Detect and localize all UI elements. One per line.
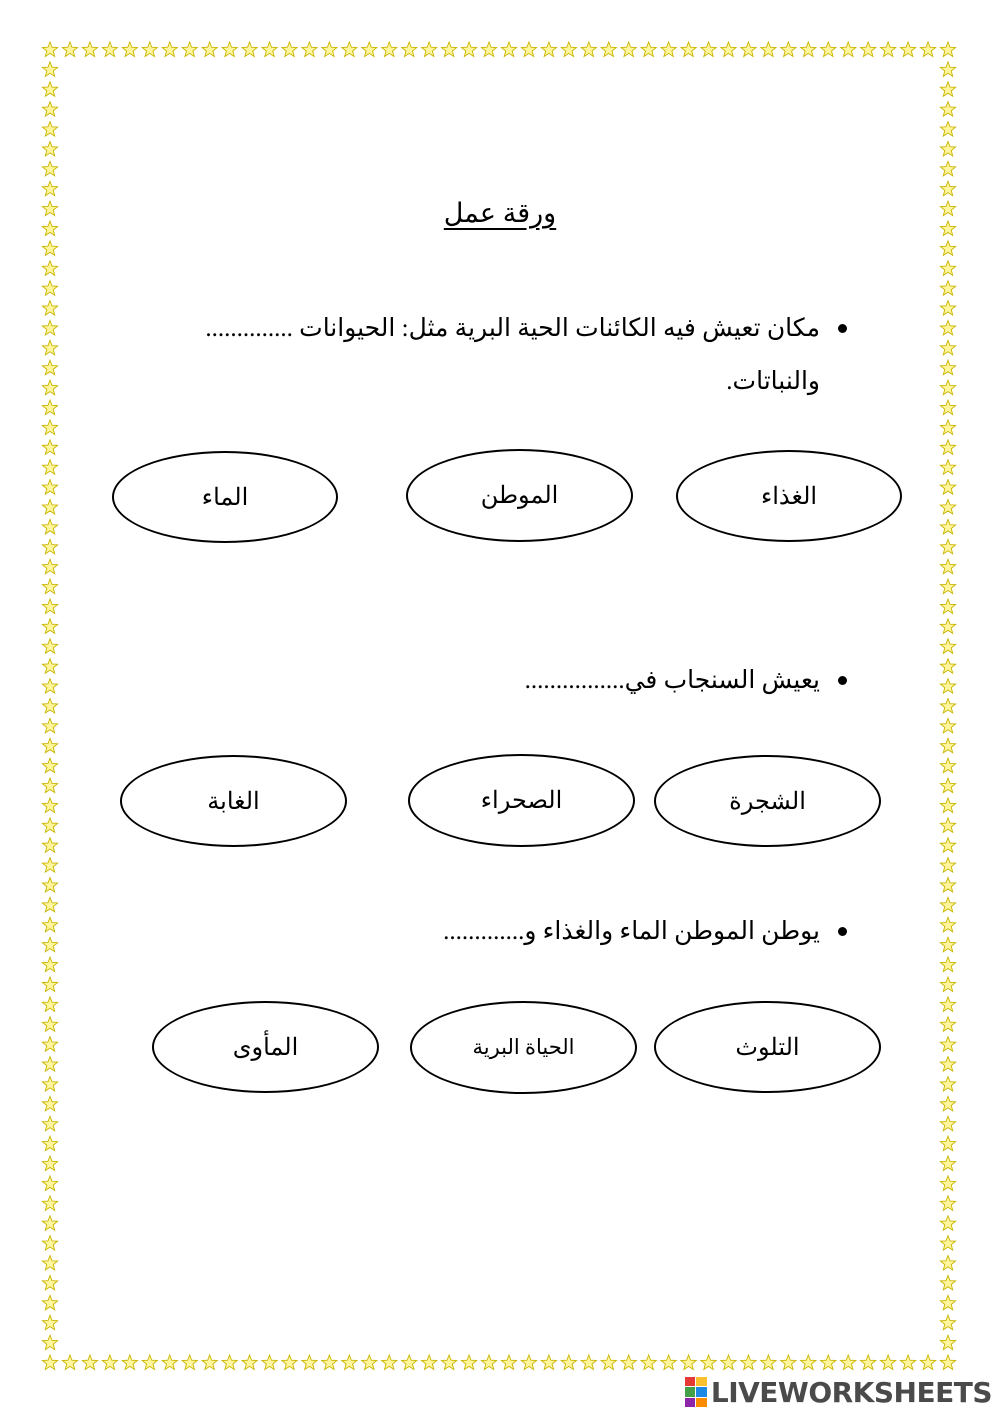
border-star-icon [62,42,77,56]
border-star-icon [940,639,955,653]
border-star-icon [940,699,955,713]
border-star-icon [900,42,915,56]
border-star-icon [801,1355,816,1369]
border-star-icon [501,1355,516,1369]
border-star-icon [82,42,97,56]
border-star-icon [382,42,397,56]
border-star-icon [122,42,137,56]
border-star-icon [182,1355,197,1369]
border-star-icon [62,1355,77,1369]
border-star-icon [940,539,955,553]
border-star-icon [402,42,417,56]
border-star-icon [900,1355,915,1369]
border-star-icon [541,1355,556,1369]
option-q2-desert[interactable] [408,754,635,847]
border-star-icon [521,1355,536,1369]
border-star-icon [102,1355,117,1369]
border-star-icon [42,897,57,911]
border-star-icon [42,539,57,553]
border-star-icon [841,1355,856,1369]
border-star-icon [561,1355,576,1369]
border-star-icon [940,758,955,772]
border-star-icon [42,639,57,653]
logo-block [696,1387,707,1396]
border-star-icon [42,321,57,335]
border-star-icon [322,42,337,56]
option-label: المأوى [232,1034,299,1061]
border-star-icon [42,42,57,56]
border-star-icon [42,1275,57,1289]
border-star-icon [42,62,57,76]
option-label: الصحراء [480,788,563,814]
border-star-icon [940,659,955,673]
border-star-icon [342,1355,357,1369]
border-star-icon [42,301,57,315]
border-star-icon [282,1355,297,1369]
border-star-icon [42,241,57,255]
option-label: الغذاء [760,483,818,510]
border-star-icon [42,340,57,354]
option-q2-tree[interactable] [654,755,881,847]
border-star-icon [42,440,57,454]
border-star-icon [521,42,536,56]
liveworksheets-logo-icon [685,1377,707,1407]
border-star-icon [940,1315,955,1329]
border-star-icon [122,1355,137,1369]
liveworksheets-text: LIVEWORKSHEETS [710,1375,992,1409]
border-star-icon [42,1295,57,1309]
border-star-icon [42,699,57,713]
border-star-icon [940,818,955,832]
border-star-icon [940,181,955,195]
border-star-icon [42,858,57,872]
border-star-icon [721,1355,736,1369]
border-star-icon [142,42,157,56]
border-star-icon [42,679,57,693]
border-star-icon [761,1355,776,1369]
border-star-icon [42,1096,57,1110]
border-star-icon [940,161,955,175]
border-star-icon [940,321,955,335]
border-star-icon [42,519,57,533]
border-star-icon [940,241,955,255]
border-star-icon [741,42,756,56]
border-star-icon [581,1355,596,1369]
border-star-icon [142,1355,157,1369]
border-star-icon [940,380,955,394]
border-star-icon [940,1096,955,1110]
option-q2-forest[interactable] [120,755,347,847]
border-star-icon [940,141,955,155]
border-star-icon [661,42,676,56]
border-star-icon [42,1156,57,1170]
border-star-icon [42,82,57,96]
border-star-icon [422,42,437,56]
border-star-icon [42,878,57,892]
border-star-icon [940,480,955,494]
border-star-icon [42,281,57,295]
logo-block [685,1387,696,1396]
border-star-icon [222,1355,237,1369]
border-star-icon [42,718,57,732]
border-star-icon [162,42,177,56]
border-star-icon [42,420,57,434]
border-star-icon [42,480,57,494]
border-star-icon [42,1355,57,1369]
border-star-icon [202,42,217,56]
border-star-icon [42,1236,57,1250]
option-q3-pollution[interactable] [654,1001,881,1093]
border-star-icon [661,1355,676,1369]
border-star-icon [42,1116,57,1130]
border-star-icon [621,1355,636,1369]
border-star-icon [262,42,277,56]
border-star-icon [42,360,57,374]
border-star-icon [541,42,556,56]
border-star-icon [601,1355,616,1369]
border-star-icon [940,1176,955,1190]
border-star-icon [801,42,816,56]
border-star-icon [721,42,736,56]
border-star-icon [841,42,856,56]
border-star-icon [182,42,197,56]
border-star-icon [940,559,955,573]
option-label: التلوث [735,1034,800,1061]
border-star-icon [940,1136,955,1150]
border-star-icon [461,1355,476,1369]
border-star-icon [940,897,955,911]
border-star-icon [940,1156,955,1170]
border-star-icon [821,1355,836,1369]
border-star-icon [701,42,716,56]
border-star-icon [940,301,955,315]
border-star-icon [42,460,57,474]
option-label: الموطن [480,483,559,509]
border-star-icon [940,1275,955,1289]
border-star-icon [940,579,955,593]
border-star-icon [102,42,117,56]
border-star-icon [940,997,955,1011]
border-star-icon [42,161,57,175]
border-star-icon [42,1136,57,1150]
border-star-icon [940,619,955,633]
border-star-icon [940,1355,955,1369]
border-star-icon [940,679,955,693]
border-star-icon [940,778,955,792]
border-star-icon [42,122,57,136]
border-star-icon [940,42,955,56]
border-star-icon [940,261,955,275]
logo-block [685,1377,696,1386]
bullet-icon [838,676,847,685]
option-q1-water[interactable] [112,451,338,543]
border-star-icon [42,380,57,394]
border-star-icon [42,917,57,931]
border-star-icon [302,42,317,56]
border-star-icon [202,1355,217,1369]
border-star-icon [422,1355,437,1369]
border-star-icon [601,42,616,56]
border-star-icon [82,1355,97,1369]
border-star-icon [681,1355,696,1369]
border-star-icon [940,340,955,354]
border-star-icon [940,122,955,136]
border-star-icon [641,1355,656,1369]
border-star-icon [940,977,955,991]
bullet-icon [838,324,847,333]
border-star-icon [481,42,496,56]
border-star-icon [42,1017,57,1031]
border-star-icon [881,42,896,56]
border-star-icon [42,400,57,414]
option-label: الغابة [207,788,260,815]
border-star-icon [821,42,836,56]
border-star-icon [302,1355,317,1369]
border-star-icon [42,798,57,812]
border-star-icon [362,1355,377,1369]
border-star-icon [42,659,57,673]
border-star-icon [242,1355,257,1369]
logo-block [696,1377,707,1386]
question-3-line-1: يوطن الموطن الماء والغذاء و............. [443,918,820,945]
border-star-icon [940,1256,955,1270]
border-star-icon [940,500,955,514]
border-star-icon [42,1196,57,1210]
border-star-icon [681,42,696,56]
option-q1-habitat[interactable] [406,449,633,542]
option-label: الحياة البرية [472,1035,575,1059]
border-star-icon [461,42,476,56]
border-star-icon [342,42,357,56]
border-star-icon [42,1076,57,1090]
option-label: الشجرة [729,788,806,815]
option-q3-shelter[interactable] [152,1001,379,1093]
border-star-icon [940,1196,955,1210]
border-star-icon [322,1355,337,1369]
worksheet-title: ورقة عمل [443,198,557,228]
border-star-icon [940,519,955,533]
border-star-icon [761,42,776,56]
border-star-icon [940,1057,955,1071]
border-star-icon [42,838,57,852]
border-star-icon [940,838,955,852]
border-star-icon [222,42,237,56]
border-star-icon [940,599,955,613]
border-star-icon [940,82,955,96]
border-star-icon [561,42,576,56]
border-star-icon [881,1355,896,1369]
border-star-icon [42,261,57,275]
border-star-icon [940,1037,955,1051]
border-star-icon [861,42,876,56]
border-star-icon [242,42,257,56]
border-star-icon [940,937,955,951]
question-2-line-1: يعيش السنجاب في................ [524,667,820,694]
border-star-icon [940,102,955,116]
border-star-icon [940,360,955,374]
border-star-icon [42,599,57,613]
logo-block [696,1398,707,1407]
border-star-icon [481,1355,496,1369]
question-1-line-2: والنباتات. [726,368,820,395]
border-star-icon [940,1236,955,1250]
border-star-icon [402,1355,417,1369]
border-star-icon [42,619,57,633]
bullet-icon [838,927,847,936]
border-star-icon [262,1355,277,1369]
border-star-icon [42,758,57,772]
border-star-icon [781,42,796,56]
border-star-icon [42,141,57,155]
border-star-icon [940,917,955,931]
border-star-icon [42,1037,57,1051]
border-star-icon [42,1335,57,1349]
border-star-icon [42,818,57,832]
border-star-icon [42,500,57,514]
border-star-icon [42,579,57,593]
border-star-icon [940,460,955,474]
border-star-icon [42,937,57,951]
border-star-icon [701,1355,716,1369]
border-star-icon [42,1315,57,1329]
border-star-icon [940,62,955,76]
border-star-icon [940,738,955,752]
border-star-icon [940,1116,955,1130]
liveworksheets-brand [685,1374,992,1410]
border-star-icon [42,997,57,1011]
border-star-icon [920,42,935,56]
logo-block [685,1398,696,1407]
border-star-icon [42,559,57,573]
border-star-icon [42,181,57,195]
border-star-icon [861,1355,876,1369]
border-star-icon [42,738,57,752]
border-star-icon [940,1216,955,1230]
border-star-icon [42,1057,57,1071]
border-star-icon [940,440,955,454]
border-star-icon [940,858,955,872]
border-star-icon [362,42,377,56]
border-star-icon [442,1355,457,1369]
border-star-icon [621,42,636,56]
border-star-icon [940,957,955,971]
option-label: الماء [201,484,249,511]
option-q1-food[interactable] [676,450,902,542]
border-star-icon [781,1355,796,1369]
border-star-icon [920,1355,935,1369]
border-star-icon [940,420,955,434]
border-star-icon [442,42,457,56]
border-star-icon [940,281,955,295]
border-star-icon [940,1076,955,1090]
border-star-icon [940,798,955,812]
border-star-icon [282,42,297,56]
border-star-icon [940,400,955,414]
border-star-icon [42,1176,57,1190]
border-star-icon [940,1017,955,1031]
border-star-icon [940,1335,955,1349]
question-1-line-1: مكان تعيش فيه الكائنات الحية البرية مثل: الحيوانات .............. [205,315,820,342]
border-star-icon [641,42,656,56]
border-star-icon [940,718,955,732]
border-star-icon [42,957,57,971]
border-star-icon [581,42,596,56]
border-star-icon [42,1256,57,1270]
border-star-icon [940,1295,955,1309]
border-star-icon [501,42,516,56]
border-star-icon [382,1355,397,1369]
border-star-icon [162,1355,177,1369]
border-star-icon [42,1216,57,1230]
border-star-icon [940,878,955,892]
border-star-icon [42,977,57,991]
border-star-icon [741,1355,756,1369]
border-star-icon [42,778,57,792]
border-star-icon [42,102,57,116]
option-q3-wildlife[interactable] [410,1001,637,1094]
